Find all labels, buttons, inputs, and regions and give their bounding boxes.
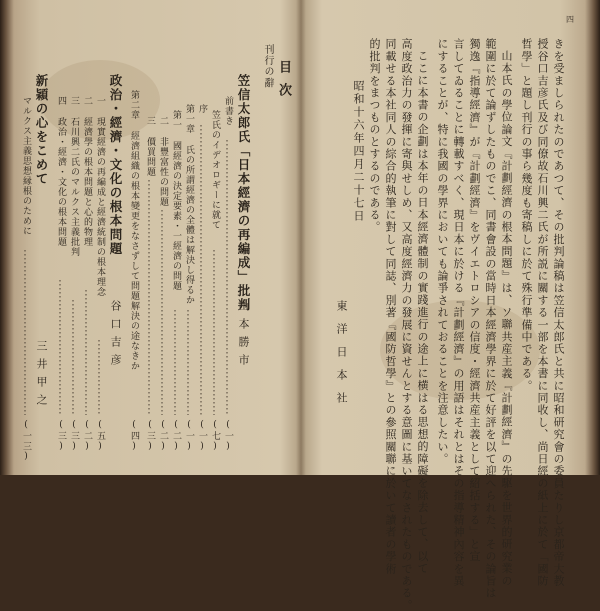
chapter-author: 三井甲之: [35, 340, 48, 412]
toc-item-page: (一三): [21, 420, 31, 463]
toc-item-label: 二 非豐富性の問題: [158, 116, 168, 207]
toc-item-label: 三 價買問題: [145, 116, 155, 177]
body-line: 同載せる本社同人の綜合的執筆に對して同誌、別著『國防哲學』との參照關聯に於いて讀者の學術: [384, 38, 397, 575]
toc-item-page: (一): [197, 420, 207, 453]
imprint-label: 刊行の辭: [262, 44, 273, 89]
body-line: 言してゐることに轉載すべく、現日本に於ける『計劃經濟』の用語はそれとはその指導精神內容を異: [452, 38, 465, 587]
chapter-subtitle: マルクス主義思想縁根のために: [21, 96, 31, 236]
toc-item-label: 笠氏のイデオロギーに就て: [210, 110, 220, 230]
right-page: [300, 0, 600, 611]
toc-item-page: (三): [56, 420, 66, 453]
body-line: 範圍に於て論ずしたものでこ、同書會設の當時日本經濟學界に於て好評を以て迎へられた、その論旨は: [484, 38, 497, 600]
chapter-author: 谷口吉彦: [109, 300, 122, 372]
toc-item-page: (二): [158, 420, 168, 453]
toc-item-page: (四): [129, 420, 139, 453]
page-folio: 四: [566, 15, 574, 24]
body-line: 高度政治力の發揮に寄與せしめ、又高度經濟力の發展に資せんとする意圖に基いてなされたものである。: [400, 38, 413, 611]
body-line: 的批判をまつものとするのである。: [368, 38, 381, 234]
body-line: ここに本書の企劃は本年の日本經濟體制の實踐進行の途上に横はる思想的障礙を除去して、以て: [416, 50, 429, 575]
toc-item-page: (一): [184, 420, 194, 453]
body-line: きを受ましられたのであつて、その批判論稿は笠信太郎氏と共に昭和研究會の委員たりし京都帝大教: [552, 38, 565, 587]
toc-item-label: 三 石川興二氏のマルクス主義批判: [69, 96, 79, 257]
chapter-heading: 笠信太郎氏「日本經濟の再編成」批判: [236, 74, 251, 312]
toc-item-label: 一 現實經濟の再編成と經濟統制の根本理念: [95, 96, 105, 297]
toc-section: 第二章 經濟組織の根本變更をなさずして問題解決の途なきか: [129, 90, 139, 371]
body-line: 哲學」と題し刊行の事ら幾度も寄稿しに於て殊行準備中である。: [520, 38, 533, 392]
toc-leaders: [0, 0, 300, 475]
toc-item-label: 第一 國經濟の決定要素・一經濟の問題: [171, 110, 181, 291]
body-line: 授谷口吉彦氏及び同僚故石川興二氏が所説に關する一部を本書に同收し、尚日經の紙上に於て「國防: [536, 38, 549, 587]
toc-item-page: (三): [145, 420, 155, 453]
body-line: 山本氏の學位論文『計劃經濟の根本問題』は、ソ聯共産主義『計劃經濟』の先駆を世界的研究業の: [500, 50, 513, 587]
left-page: [0, 0, 300, 475]
chapter-heading: 政治・經濟・文化の根本問題: [108, 74, 123, 256]
toc-item-label: 第一章 氏の所謂經濟の全體は解決し得るか: [184, 104, 194, 305]
body-line: にすることが、特に我國の學界においても論爭されておることを注意したい。: [436, 38, 449, 465]
toc-item-page: (二): [82, 420, 92, 453]
toc-item-label: 二 經濟學の根本問題と心的物理: [82, 96, 92, 247]
toc-item-page: (一): [223, 420, 233, 453]
toc-item-page: (七): [210, 420, 220, 453]
toc-title: 目次: [276, 60, 291, 106]
toc-item-page: (三): [69, 420, 79, 453]
body-line: 獨逸『指導經濟』が『計劃經濟』をヴイエトロシアの信度・經濟共産主義として紹括する」と宣: [468, 38, 481, 563]
chapter-heading: 新穎の心をこめて: [34, 74, 49, 186]
publisher-name: 東洋日本社: [335, 300, 348, 415]
toc-item-page: (二): [171, 420, 181, 453]
toc-item-label: 四 政治・經濟・文化の根本問題: [56, 96, 66, 247]
toc-item-label: 序: [197, 104, 207, 114]
toc-item-page: (五): [95, 420, 105, 453]
chapter-author: 山本勝市: [237, 300, 250, 372]
toc-item-label: 前書き: [223, 96, 233, 126]
date-line: 昭和十六年四月二十七日: [352, 80, 365, 223]
